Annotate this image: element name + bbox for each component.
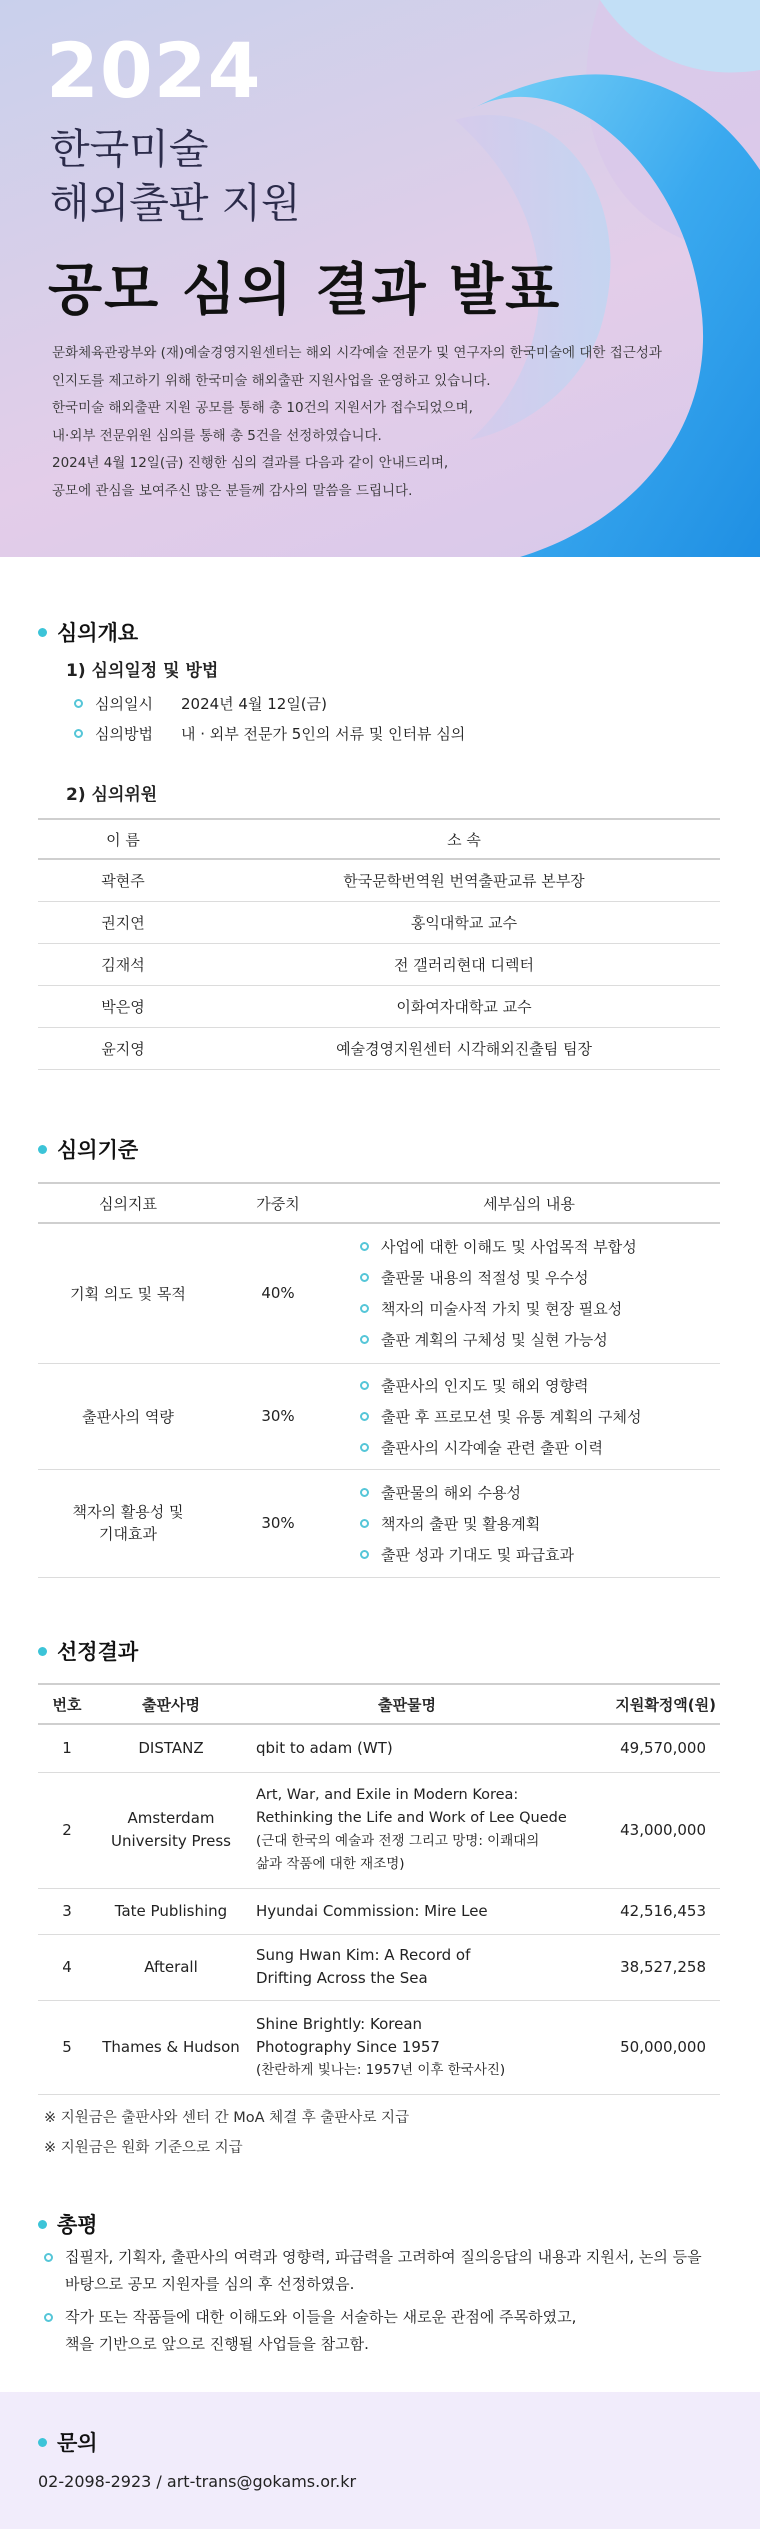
detail-text: 책자의 출판 및 활용계획 bbox=[381, 1514, 541, 1533]
table-row bbox=[38, 1027, 720, 1069]
ring-bullet-icon bbox=[74, 699, 83, 708]
criteria-indicator: 출판사의 역량 bbox=[38, 1363, 218, 1469]
title-line: Hyundai Commission: Mire Lee bbox=[256, 1901, 488, 1920]
criteria-table bbox=[38, 1182, 720, 1578]
column-header: 소 속 bbox=[208, 819, 720, 859]
publisher-line: Afterall bbox=[144, 1957, 198, 1976]
bullet-dot-icon bbox=[38, 1145, 47, 1154]
title-line: Rethinking the Life and Work of Lee Quede bbox=[256, 1810, 567, 1826]
result-amount: 50,000,000 bbox=[568, 2000, 720, 2094]
result-publisher bbox=[96, 1772, 246, 1888]
bullet-dot-icon bbox=[38, 2220, 47, 2229]
overview-key: 심의방법 bbox=[95, 725, 153, 743]
results-note: ※ 지원금은 출판사와 센터 간 MoA 체결 후 출판사로 지급 bbox=[44, 2110, 410, 2126]
judge-name: 윤지영 bbox=[38, 1027, 208, 1069]
result-number: 1 bbox=[38, 1724, 96, 1772]
table-row bbox=[38, 985, 720, 1027]
judge-org: 이화여자대학교 교수 bbox=[208, 985, 720, 1027]
result-publisher bbox=[96, 1934, 246, 2000]
section-title-results bbox=[38, 1636, 138, 1666]
result-amount: 49,570,000 bbox=[568, 1724, 720, 1772]
detail-text: 출판사의 인지도 및 해외 영향력 bbox=[381, 1376, 589, 1395]
judge-name: 곽현주 bbox=[38, 859, 208, 901]
summary-item bbox=[44, 2244, 724, 2298]
publisher-line: DISTANZ bbox=[138, 1738, 204, 1757]
summary-item bbox=[44, 2304, 724, 2358]
ring-bullet-icon bbox=[360, 1335, 369, 1344]
judge-name: 김재석 bbox=[38, 943, 208, 985]
title-line: Sung Hwan Kim: A Record of bbox=[256, 1946, 471, 1964]
title-line: (근대 한국의 예술과 전쟁 그리고 망명: 이쾌대의 bbox=[256, 1833, 540, 1849]
list-item bbox=[360, 1231, 720, 1262]
table-header-row bbox=[38, 1684, 720, 1724]
ring-bullet-icon bbox=[360, 1242, 369, 1251]
summary-line: 책을 기반으로 앞으로 진행될 사업들을 참고함. bbox=[65, 2335, 369, 2353]
detail-text: 책자의 미술사적 가치 및 현장 필요성 bbox=[381, 1300, 623, 1319]
criteria-indicator: 기획 의도 및 목적 bbox=[38, 1223, 218, 1363]
publisher-line: Thames & Hudson bbox=[102, 2037, 240, 2056]
indicator-line: 기대효과 bbox=[99, 1525, 157, 1543]
summary-line: 바탕으로 공모 지원자를 심의 후 선정하였음. bbox=[65, 2275, 355, 2293]
judge-org: 홍익대학교 교수 bbox=[208, 901, 720, 943]
column-header: 번호 bbox=[38, 1684, 96, 1724]
criteria-details bbox=[338, 1363, 720, 1469]
overview-key: 심의일시 bbox=[95, 695, 153, 713]
criteria-weight: 30% bbox=[218, 1363, 338, 1469]
ring-bullet-icon bbox=[360, 1519, 369, 1528]
overview-value: 2024년 4월 12일(금) bbox=[181, 695, 328, 713]
summary-text bbox=[65, 2304, 576, 2358]
list-item bbox=[360, 1401, 720, 1432]
summary-line: 집필자, 기획자, 출판사의 여력과 영향력, 파급력을 고려하여 질의응답의 내용과 지원서, 논의 등을 bbox=[65, 2248, 702, 2266]
judge-org: 예술경영지원센터 시각해외진출팀 팀장 bbox=[208, 1027, 720, 1069]
results-table bbox=[38, 1683, 720, 2095]
title-line: Art, War, and Exile in Modern Korea: bbox=[256, 1787, 519, 1803]
list-item bbox=[360, 1508, 720, 1539]
hero-title-line1: 한국미술 bbox=[50, 125, 209, 173]
hero-line: 내·외부 전문위원 심의를 통해 총 5건을 선정하였습니다. bbox=[52, 427, 382, 444]
detail-text: 사업에 대한 이해도 및 사업목적 부합성 bbox=[381, 1238, 637, 1257]
result-title bbox=[246, 1772, 568, 1888]
section-title-criteria bbox=[38, 1134, 138, 1164]
table-row bbox=[38, 1363, 720, 1469]
judge-name: 권지연 bbox=[38, 901, 208, 943]
column-header: 이 름 bbox=[38, 819, 208, 859]
hero-line: 문화체육관광부와 (재)예술경영지원센터는 해외 시각예술 전문가 및 연구자의 한국미술에 대한 접근성과 bbox=[52, 345, 662, 361]
ring-bullet-icon bbox=[74, 729, 83, 738]
judge-org: 한국문학번역원 번역출판교류 본부장 bbox=[208, 859, 720, 901]
detail-text: 출판 성과 기대도 및 파급효과 bbox=[381, 1545, 574, 1564]
list-item bbox=[360, 1477, 720, 1508]
indicator-line: 책자의 활용성 및 bbox=[72, 1503, 184, 1521]
publisher-line: Tate Publishing bbox=[114, 1901, 228, 1920]
list-item bbox=[360, 1262, 720, 1293]
judge-org: 전 갤러리현대 디렉터 bbox=[208, 943, 720, 985]
column-header: 심의지표 bbox=[38, 1183, 218, 1223]
list-item bbox=[360, 1324, 720, 1355]
criteria-weight: 30% bbox=[218, 1469, 338, 1577]
judge-name: 박은영 bbox=[38, 985, 208, 1027]
ring-bullet-icon bbox=[360, 1488, 369, 1497]
result-title bbox=[246, 1934, 568, 2000]
result-number: 3 bbox=[38, 1888, 96, 1934]
table-row bbox=[38, 1934, 720, 2000]
result-number: 4 bbox=[38, 1934, 96, 2000]
overview-item-method bbox=[74, 723, 465, 744]
table-row bbox=[38, 1888, 720, 1934]
hero-banner bbox=[0, 0, 760, 557]
publisher-line: University Press bbox=[111, 1832, 231, 1850]
table-header-row bbox=[38, 1183, 720, 1223]
result-amount: 43,000,000 bbox=[568, 1772, 720, 1888]
hero-line: 2024년 4월 12일(금) 진행한 심의 결과를 다음과 같이 안내드리며, bbox=[52, 455, 449, 471]
list-item bbox=[360, 1539, 720, 1570]
bullet-dot-icon bbox=[38, 628, 47, 637]
result-publisher bbox=[96, 1888, 246, 1934]
ring-bullet-icon bbox=[44, 2253, 53, 2262]
hero-intro-paragraph bbox=[52, 340, 692, 505]
subsection-judges: 2) 심의위원 bbox=[66, 785, 158, 805]
section-title-text: 총평 bbox=[57, 2213, 98, 2237]
title-line: 삶과 작품에 대한 재조명) bbox=[256, 1856, 405, 1872]
column-header: 출판사명 bbox=[96, 1684, 246, 1724]
title-line: Drifting Across the Sea bbox=[256, 1969, 428, 1987]
section-title-overview bbox=[38, 617, 138, 647]
title-line: Photography Since 1957 bbox=[256, 2037, 440, 2056]
table-row bbox=[38, 901, 720, 943]
table-row bbox=[38, 1223, 720, 1363]
hero-year: 2024 bbox=[46, 26, 262, 115]
list-item bbox=[360, 1293, 720, 1324]
detail-text: 출판 후 프로모션 및 유통 계획의 구체성 bbox=[381, 1407, 642, 1426]
table-row bbox=[38, 1724, 720, 1772]
detail-text: 출판사의 시각예술 관련 출판 이력 bbox=[381, 1438, 603, 1457]
result-number: 5 bbox=[38, 2000, 96, 2094]
result-amount: 38,527,258 bbox=[568, 1934, 720, 2000]
title-line: (찬란하게 빛나는: 1957년 이후 한국사진) bbox=[256, 2061, 506, 2078]
hero-title-line2: 해외출판 지원 bbox=[50, 179, 301, 227]
ring-bullet-icon bbox=[360, 1443, 369, 1452]
result-title bbox=[246, 1888, 568, 1934]
column-header: 세부심의 내용 bbox=[338, 1183, 720, 1223]
overview-item-date bbox=[74, 693, 327, 714]
ring-bullet-icon bbox=[44, 2313, 53, 2322]
ring-bullet-icon bbox=[360, 1273, 369, 1282]
result-publisher bbox=[96, 2000, 246, 2094]
contact-info[interactable]: 02-2098-2923 / art-trans@gokams.or.kr bbox=[38, 2472, 357, 2491]
result-amount: 42,516,453 bbox=[568, 1888, 720, 1934]
bullet-dot-icon bbox=[38, 1647, 47, 1656]
section-title-contact bbox=[38, 2427, 98, 2457]
publisher-line: Amsterdam bbox=[127, 1809, 215, 1827]
table-row bbox=[38, 943, 720, 985]
table-row bbox=[38, 2000, 720, 2094]
hero-line: 한국미술 해외출판 지원 공모를 통해 총 10건의 지원서가 접수되었으며, bbox=[52, 400, 473, 416]
table-header-row bbox=[38, 819, 720, 859]
result-title bbox=[246, 2000, 568, 2094]
section-title-text: 심의개요 bbox=[57, 621, 139, 645]
detail-text: 출판물 내용의 적절성 및 우수성 bbox=[381, 1269, 589, 1288]
hero-line: 공모에 관심을 보여주신 많은 분들께 감사의 말씀을 드립니다. bbox=[52, 482, 413, 499]
results-note: ※ 지원금은 원화 기준으로 지급 bbox=[44, 2140, 243, 2156]
result-number: 2 bbox=[38, 1772, 96, 1888]
list-item bbox=[360, 1432, 720, 1463]
overview-value: 내 · 외부 전문가 5인의 서류 및 인터뷰 심의 bbox=[181, 725, 466, 743]
bullet-dot-icon bbox=[38, 2438, 47, 2447]
list-item bbox=[360, 1370, 720, 1401]
criteria-weight: 40% bbox=[218, 1223, 338, 1363]
table-row bbox=[38, 1469, 720, 1577]
detail-text: 출판물의 해외 수용성 bbox=[381, 1483, 521, 1502]
section-title-text: 문의 bbox=[57, 2431, 98, 2455]
result-title bbox=[246, 1724, 568, 1772]
criteria-details bbox=[338, 1223, 720, 1363]
summary-text bbox=[65, 2244, 702, 2298]
criteria-details bbox=[338, 1469, 720, 1577]
section-title-summary bbox=[38, 2209, 98, 2239]
table-row bbox=[38, 859, 720, 901]
hero-line: 인지도를 제고하기 위해 한국미술 해외출판 지원사업을 운영하고 있습니다. bbox=[52, 372, 491, 389]
judges-table bbox=[38, 818, 720, 1070]
contact-section bbox=[0, 2392, 760, 2529]
title-line: qbit to adam (WT) bbox=[256, 1738, 393, 1757]
ring-bullet-icon bbox=[360, 1412, 369, 1421]
column-header: 가중치 bbox=[218, 1183, 338, 1223]
ring-bullet-icon bbox=[360, 1550, 369, 1559]
section-title-text: 심의기준 bbox=[57, 1138, 139, 1162]
criteria-indicator bbox=[38, 1469, 218, 1577]
column-header: 출판물명 bbox=[246, 1684, 568, 1724]
ring-bullet-icon bbox=[360, 1381, 369, 1390]
ring-bullet-icon bbox=[360, 1304, 369, 1313]
detail-text: 출판 계획의 구체성 및 실현 가능성 bbox=[381, 1331, 608, 1350]
result-publisher bbox=[96, 1724, 246, 1772]
hero-main-title: 공모 심의 결과 발표 bbox=[48, 258, 562, 323]
title-line: Shine Brightly: Korean bbox=[256, 2014, 423, 2033]
table-row bbox=[38, 1772, 720, 1888]
subsection-schedule: 1) 심의일정 및 방법 bbox=[66, 661, 219, 681]
summary-line: 작가 또는 작품들에 대한 이해도와 이들을 서술하는 새로운 관점에 주목하였고, bbox=[65, 2308, 577, 2326]
section-title-text: 선정결과 bbox=[57, 1640, 139, 1664]
column-header: 지원확정액(원) bbox=[568, 1684, 720, 1724]
